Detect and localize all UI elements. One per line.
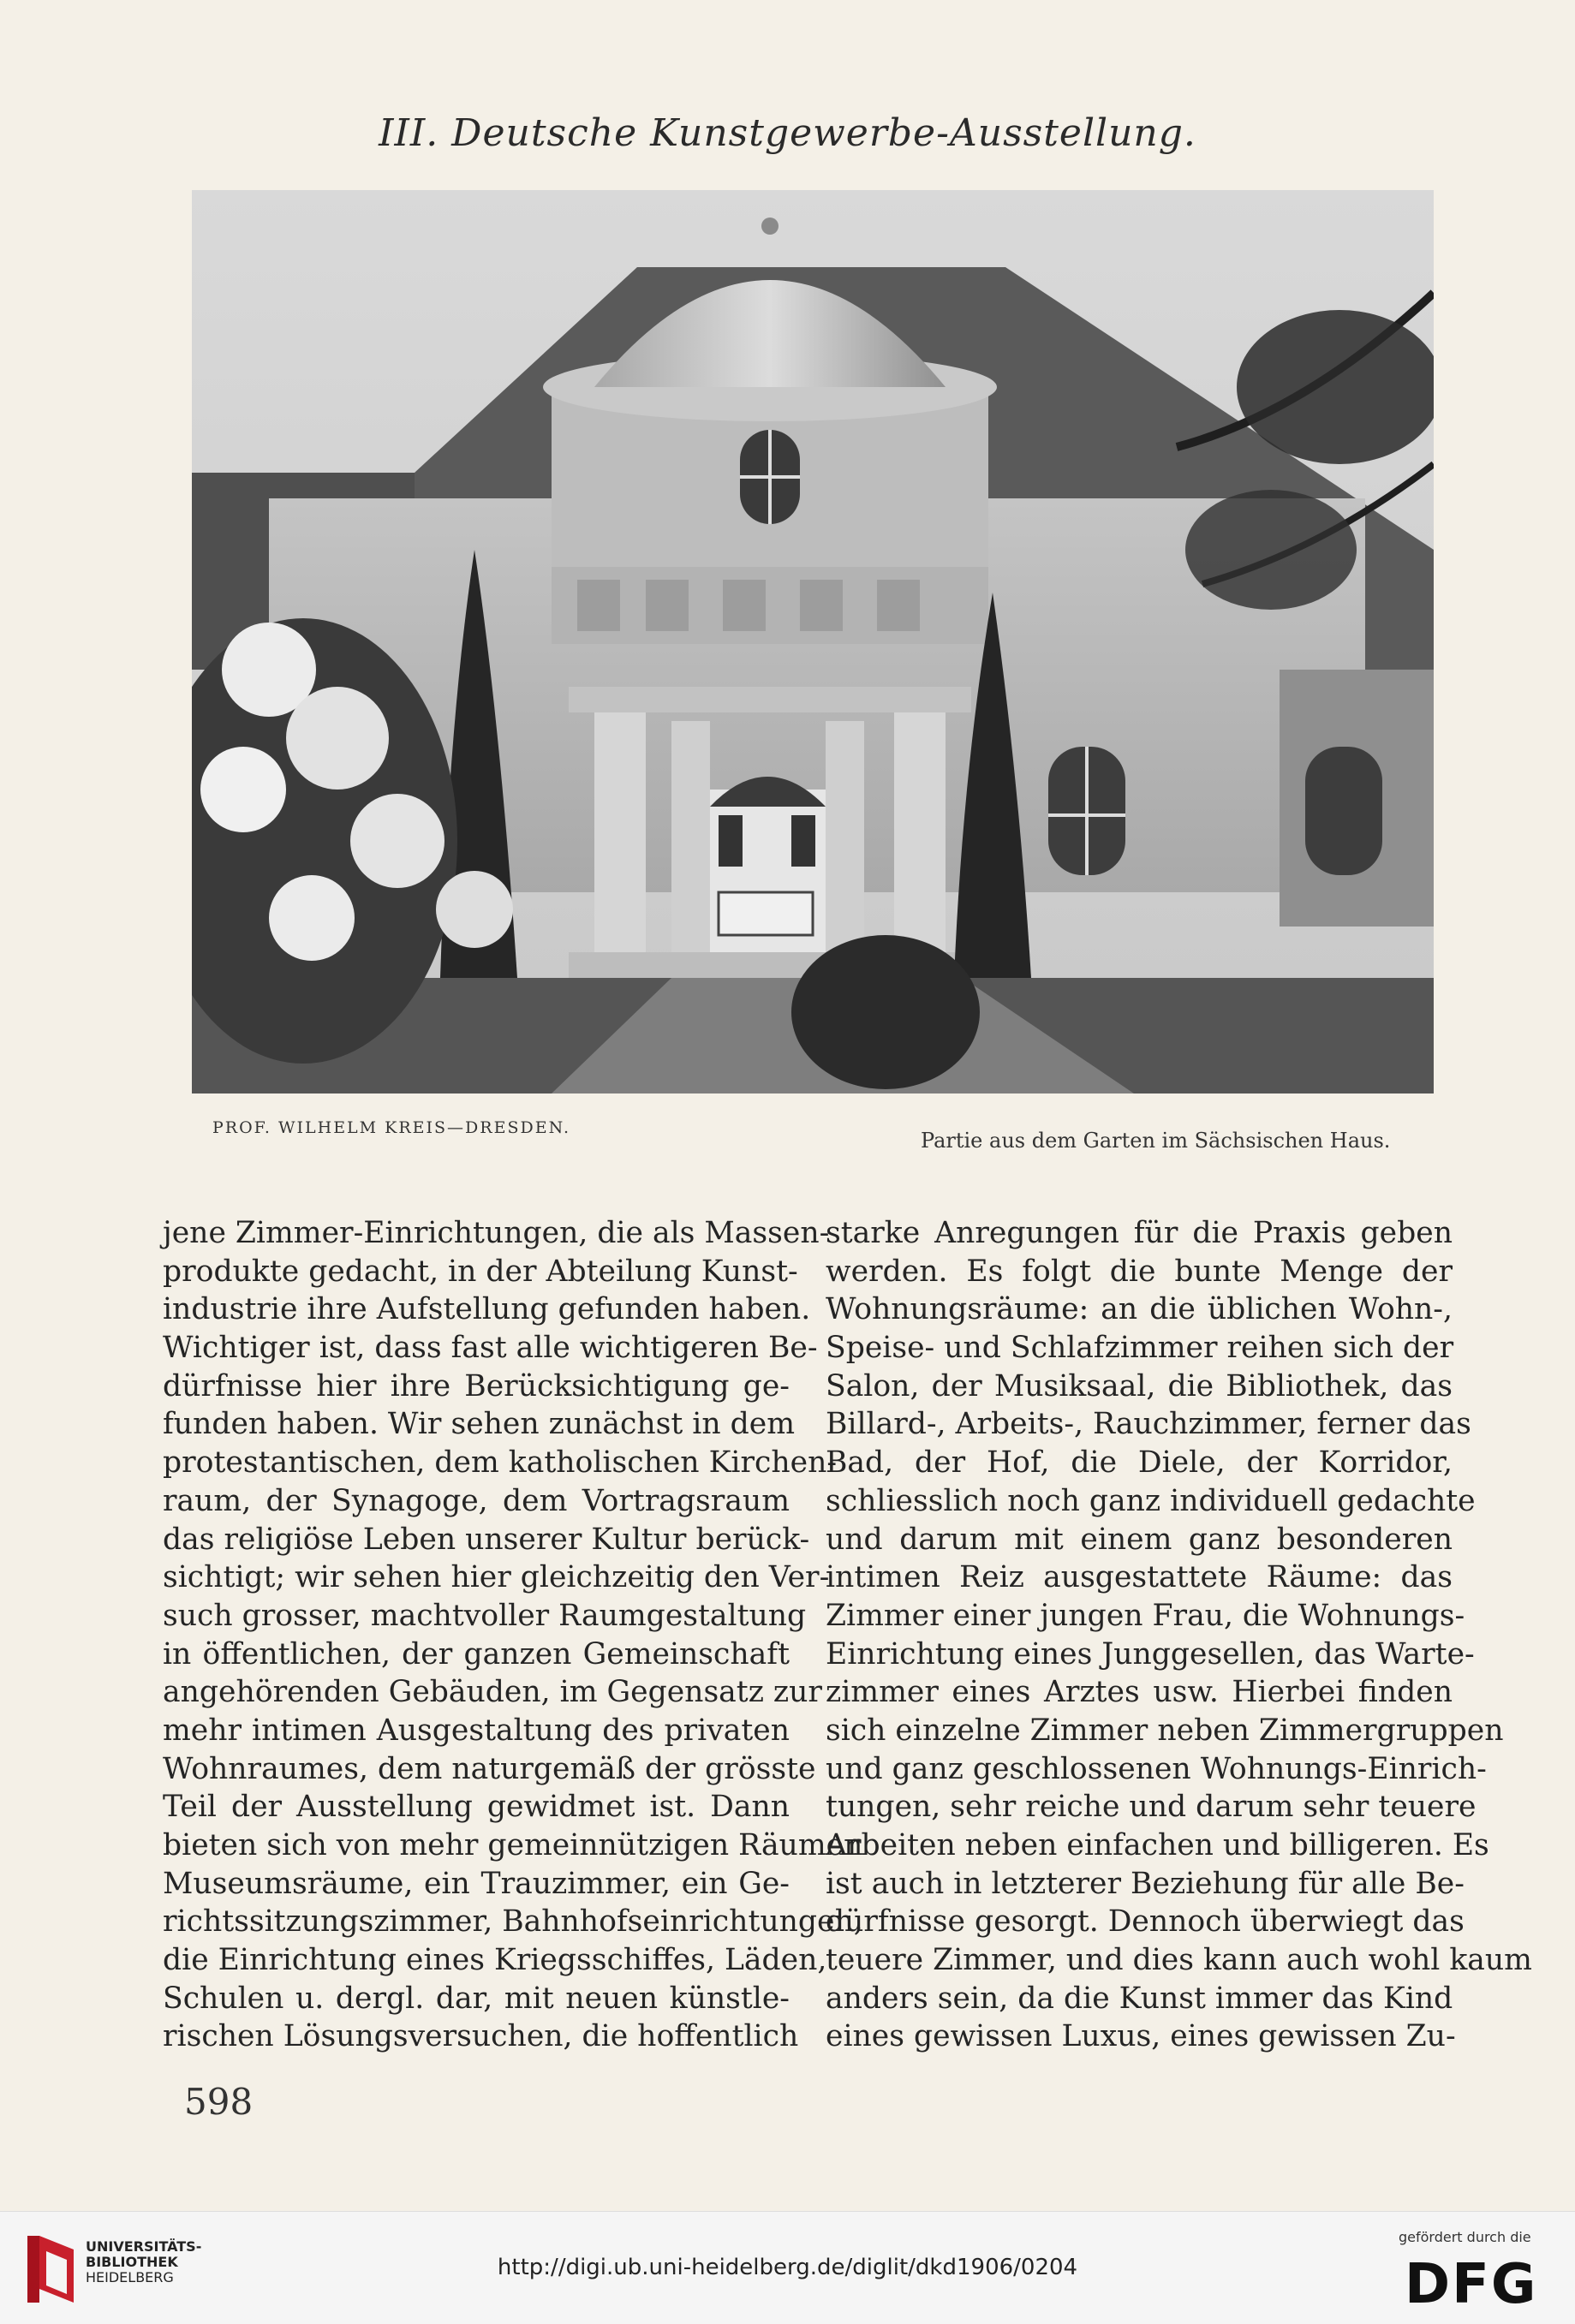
text-line: industrie ihre Aufstellung gefunden haben. xyxy=(163,1292,811,1327)
text-line: werden. Es folgt die bunte Menge der xyxy=(826,1254,1453,1289)
text-line: tungen, sehr reiche und darum sehr teuere xyxy=(826,1790,1477,1825)
text-line: jene Zimmer-Einrichtungen, die als Massen- xyxy=(163,1216,830,1250)
text-column-right xyxy=(826,1214,1532,2056)
text-line: dürfnisse gesorgt. Dennoch überwiegt das xyxy=(826,1904,1465,1940)
text-line: zimmer eines Arztes usw. Hierbei finden xyxy=(826,1675,1453,1710)
text-line: Wohnungsräume: an die üblichen Wohn-, xyxy=(826,1292,1453,1327)
text-line: intimen Reiz ausgestattete Räume: das xyxy=(826,1560,1453,1595)
text-line: Wichtiger ist, dass fast alle wichtigeren Be- xyxy=(163,1331,818,1366)
photo-credit: PROF. WILHELM KREIS—DRESDEN. xyxy=(212,1118,571,1137)
text-line: funden haben. Wir sehen zunächst in dem xyxy=(163,1407,795,1442)
photo-caption: Partie aus dem Garten im Sächsischen Haus. xyxy=(921,1129,1391,1153)
text-line: Billard-, Arbeits-, Rauchzimmer, ferner das xyxy=(826,1407,1471,1442)
text-line: raum, der Synagoge, dem Vortragsraum xyxy=(163,1483,790,1518)
text-line: Salon, der Musiksaal, die Bibliothek, das xyxy=(826,1368,1453,1403)
text-line: schliesslich noch ganz individuell gedachte xyxy=(826,1483,1476,1518)
text-line: richtssitzungszimmer, Bahnhofseinrichtungen, xyxy=(163,1904,863,1940)
text-line: Arbeiten neben einfachen und billigeren. Es xyxy=(826,1828,1489,1862)
text-line: mehr intimen Ausgestaltung des privaten xyxy=(163,1713,790,1748)
text-line: sichtigt; wir sehen hier gleichzeitig den Ver- xyxy=(163,1560,830,1595)
text-line: Schulen u. dergl. dar, mit neuen künstle- xyxy=(163,1981,790,2016)
text-line: anders sein, da die Kunst immer das Kind xyxy=(826,1981,1453,2016)
text-line: Teil der Ausstellung gewidmet ist. Dann xyxy=(163,1790,790,1825)
text-line: die Einrichtung eines Kriegsschiffes, Läden, xyxy=(163,1943,827,1978)
running-title: III. Deutsche Kunstgewerbe-Ausstellung. xyxy=(379,111,1196,155)
text-line: such grosser, machtvoller Raumgestaltung xyxy=(163,1598,807,1633)
permalink-url[interactable]: http://digi.ub.uni-heidelberg.de/diglit/dkd1906/0204 xyxy=(497,2255,1078,2280)
text-line: angehörenden Gebäuden, im Gegensatz zur xyxy=(163,1675,822,1710)
text-line: dürfnisse hier ihre Berücksichtigung ge- xyxy=(163,1368,790,1403)
library-name: UNIVERSITÄTS- BIBLIOTHEK HEIDELBERG xyxy=(86,2238,202,2285)
text-line: ist auch in letzterer Beziehung für alle Be- xyxy=(826,1866,1465,1901)
text-line: starke Anregungen für die Praxis geben xyxy=(826,1216,1453,1250)
garden-house-photo xyxy=(192,190,1434,1093)
text-line: Speise- und Schlafzimmer reihen sich der xyxy=(826,1331,1454,1366)
digitization-footer xyxy=(0,2211,1575,2324)
text-line: teuere Zimmer, und dies kann auch wohl kaum xyxy=(826,1943,1532,1978)
text-line: Museumsräume, ein Trauzimmer, ein Ge- xyxy=(163,1866,790,1901)
sponsor-label: gefördert durch die xyxy=(1399,2229,1531,2245)
page-number: 598 xyxy=(184,2081,254,2123)
text-line: Einrichtung eines Junggesellen, das Warte- xyxy=(826,1636,1475,1671)
text-line: produkte gedacht, in der Abteilung Kunst- xyxy=(163,1254,798,1289)
text-line: protestantischen, dem katholischen Kirchen- xyxy=(163,1445,838,1481)
photo-illustration xyxy=(192,190,1434,1093)
text-line: und ganz geschlossenen Wohnungs-Einrich- xyxy=(826,1751,1487,1786)
text-line: in öffentlichen, der ganzen Gemeinschaft xyxy=(163,1636,790,1671)
text-line: rischen Lösungsversuchen, die hoffentlich xyxy=(163,2019,799,2054)
text-line: Wohnraumes, dem naturgemäß der grösste xyxy=(163,1751,816,1786)
text-line: eines gewissen Luxus, eines gewissen Zu- xyxy=(826,2019,1456,2054)
text-line: und darum mit einem ganz besonderen xyxy=(826,1522,1453,1557)
text-column-left xyxy=(163,1214,863,2056)
text-line: sich einzelne Zimmer neben Zimmergruppen xyxy=(826,1713,1504,1748)
text-line: bieten sich von mehr gemeinnützigen Räumen xyxy=(163,1828,863,1862)
text-line: Zimmer einer jungen Frau, die Wohnungs- xyxy=(826,1598,1465,1633)
text-line: Bad, der Hof, die Diele, der Korridor, xyxy=(826,1445,1453,1481)
text-line: das religiöse Leben unserer Kultur berück- xyxy=(163,1522,810,1557)
dfg-logo: DFG xyxy=(1405,2253,1538,2316)
